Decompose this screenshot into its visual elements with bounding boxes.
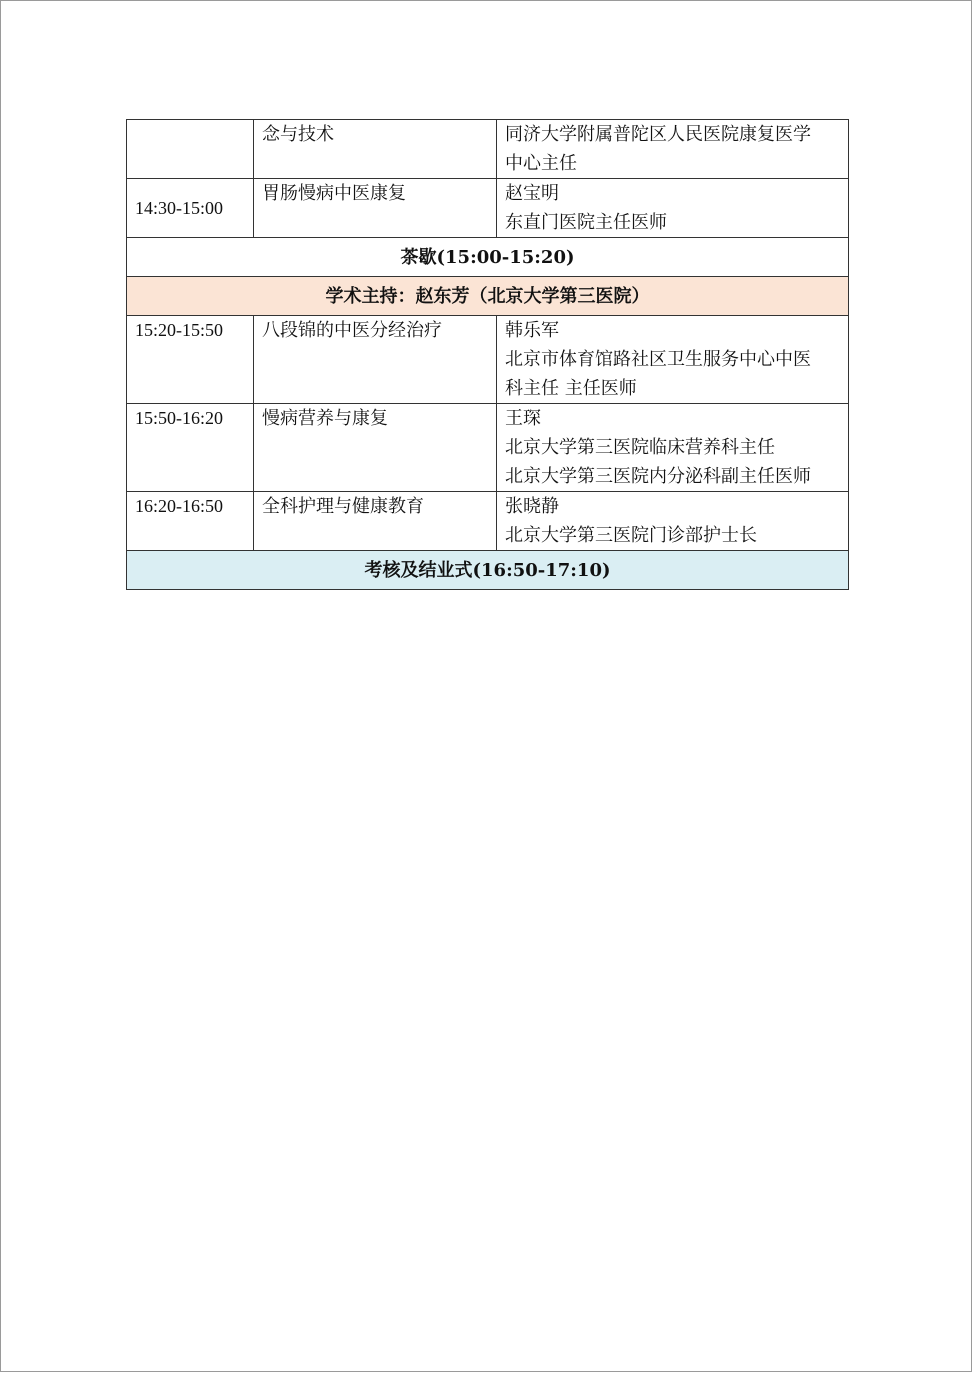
speaker-line: 赵宝明 bbox=[505, 183, 559, 204]
table-row bbox=[127, 404, 849, 492]
chair-banner-row bbox=[127, 277, 849, 316]
topic-cell: 念与技术 bbox=[254, 120, 497, 179]
speaker-cell bbox=[497, 179, 849, 238]
exam-banner: 考核及结业式(16:50-17:10) bbox=[127, 551, 849, 590]
schedule-table bbox=[126, 119, 849, 590]
topic-cell: 慢病营养与康复 bbox=[254, 404, 497, 492]
table-row bbox=[127, 120, 849, 179]
speaker-line: 科主任 主任医师 bbox=[505, 378, 637, 399]
speaker-line: 韩乐军 bbox=[505, 320, 559, 341]
table-row bbox=[127, 316, 849, 404]
time-cell: 14:30-15:00 bbox=[127, 179, 254, 238]
topic-cell: 全科护理与健康教育 bbox=[254, 492, 497, 551]
speaker-line: 北京市体育馆路社区卫生服务中心中医 bbox=[505, 349, 811, 370]
speaker-line: 北京大学第三医院临床营养科主任 bbox=[505, 437, 775, 458]
table-row bbox=[127, 179, 849, 238]
table-row bbox=[127, 492, 849, 551]
speaker-cell bbox=[497, 492, 849, 551]
speaker-line: 王琛 bbox=[505, 408, 541, 429]
time-cell: 15:50-16:20 bbox=[127, 404, 254, 492]
exam-banner-row bbox=[127, 551, 849, 590]
speaker-cell bbox=[497, 120, 849, 179]
chair-banner: 学术主持：赵东芳（北京大学第三医院） bbox=[127, 277, 849, 316]
speaker-line: 同济大学附属普陀区人民医院康复医学 bbox=[505, 124, 811, 145]
speaker-line: 中心主任 bbox=[505, 153, 577, 174]
break-banner-row bbox=[127, 238, 849, 277]
topic-cell: 胃肠慢病中医康复 bbox=[254, 179, 497, 238]
speaker-line: 东直门医院主任医师 bbox=[505, 212, 667, 233]
speaker-line: 北京大学第三医院内分泌科副主任医师 bbox=[505, 466, 811, 487]
speaker-cell bbox=[497, 404, 849, 492]
break-banner: 茶歇(15:00-15:20) bbox=[127, 238, 849, 277]
speaker-cell bbox=[497, 316, 849, 404]
time-cell: 15:20-15:50 bbox=[127, 316, 254, 404]
time-cell bbox=[127, 120, 254, 179]
time-cell: 16:20-16:50 bbox=[127, 492, 254, 551]
topic-cell: 八段锦的中医分经治疗 bbox=[254, 316, 497, 404]
speaker-line: 张晓静 bbox=[505, 496, 559, 517]
speaker-line: 北京大学第三医院门诊部护士长 bbox=[505, 525, 757, 546]
